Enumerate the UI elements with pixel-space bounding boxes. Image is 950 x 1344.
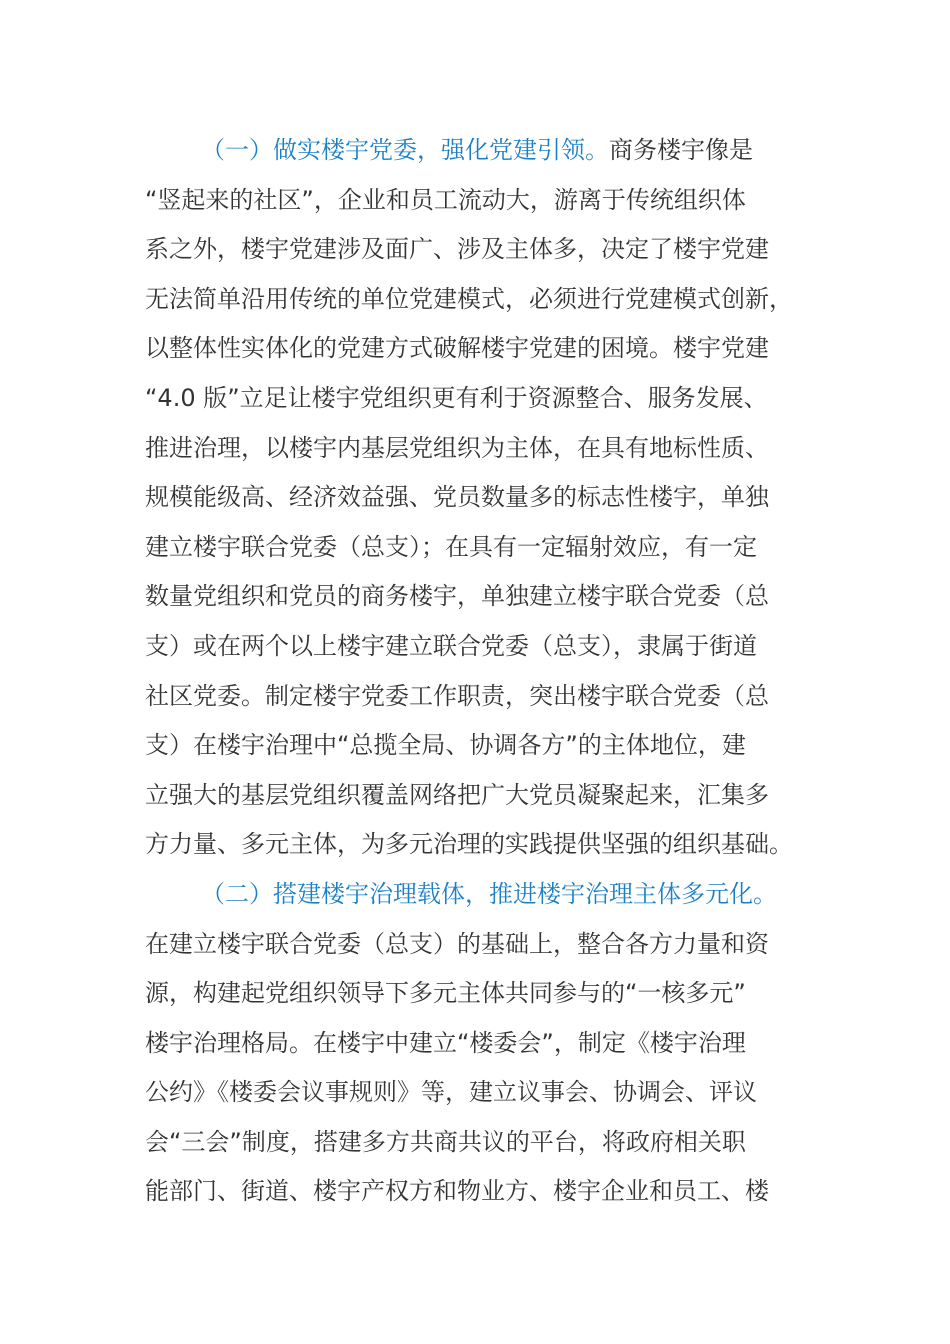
section2-line: 源，构建起党组织领导下多元主体共同参与的“一核多元” — [145, 979, 746, 1008]
section1-line: “竖起来的社区”，企业和员工流动大，游离于传统组织体 — [145, 185, 746, 214]
section2-line: 会“三会”制度，搭建多方共商共议的平台，将政府相关职 — [145, 1127, 746, 1156]
section1-line: 社区党委。制定楼宇党委工作职责，突出楼宇联合党委（总 — [145, 681, 769, 710]
section1-heading: （一）做实楼宇党委，强化党建引领。 — [201, 136, 609, 164]
section2-line: 公约》《楼委会议事规则》等，建立议事会、协调会、评议 — [145, 1078, 757, 1107]
section2-line: 在建立楼宇联合党委（总支）的基础上，整合各方力量和资 — [145, 929, 769, 958]
section1-line: 支）在楼宇治理中“总揽全局、协调各方”的主体地位，建 — [145, 731, 746, 760]
section2-line: 能部门、街道、楼宇产权方和物业方、楼宇企业和员工、楼 — [145, 1177, 769, 1206]
section1-line: 立强大的基层党组织覆盖网络把广大党员凝聚起来，汇集多 — [145, 780, 769, 809]
body-text — [145, 126, 805, 1217]
section1-line: 系之外，楼宇党建涉及面广、涉及主体多，决定了楼宇党建 — [145, 235, 769, 264]
section1-line: 方力量、多元主体，为多元治理的实践提供坚强的组织基础。 — [145, 830, 793, 859]
section1-line: 建立楼宇联合党委（总支）；在具有一定辐射效应，有一定 — [145, 532, 757, 561]
section1-line: 数量党组织和党员的商务楼宇，单独建立楼宇联合党委（总 — [145, 582, 769, 611]
section2-line: 楼宇治理格局。在楼宇中建立“楼委会”，制定《楼宇治理 — [145, 1028, 746, 1057]
section1-line: “4.0 版”立足让楼宇党组织更有利于资源整合、服务发展、 — [145, 383, 768, 412]
section1-line: 推进治理，以楼宇内基层党组织为主体，在具有地标性质、 — [145, 433, 769, 462]
section1-line: 商务楼宇像是 — [609, 136, 753, 164]
section1-line: 以整体性实体化的党建方式破解楼宇党建的困境。楼宇党建 — [145, 334, 769, 363]
section1-first-line — [145, 126, 805, 176]
section1-line: 规模能级高、经济效益强、党员数量多的标志性楼宇，单独 — [145, 483, 769, 512]
section2-heading: （二）搭建楼宇治理载体，推进楼宇治理主体多元化。 — [201, 879, 777, 908]
section1-line: 无法简单沿用传统的单位党建模式，必须进行党建模式创新， — [145, 284, 793, 313]
section1-line: 支）或在两个以上楼宇建立联合党委（总支），隶属于街道 — [145, 631, 757, 660]
section2-first-line — [145, 870, 805, 920]
